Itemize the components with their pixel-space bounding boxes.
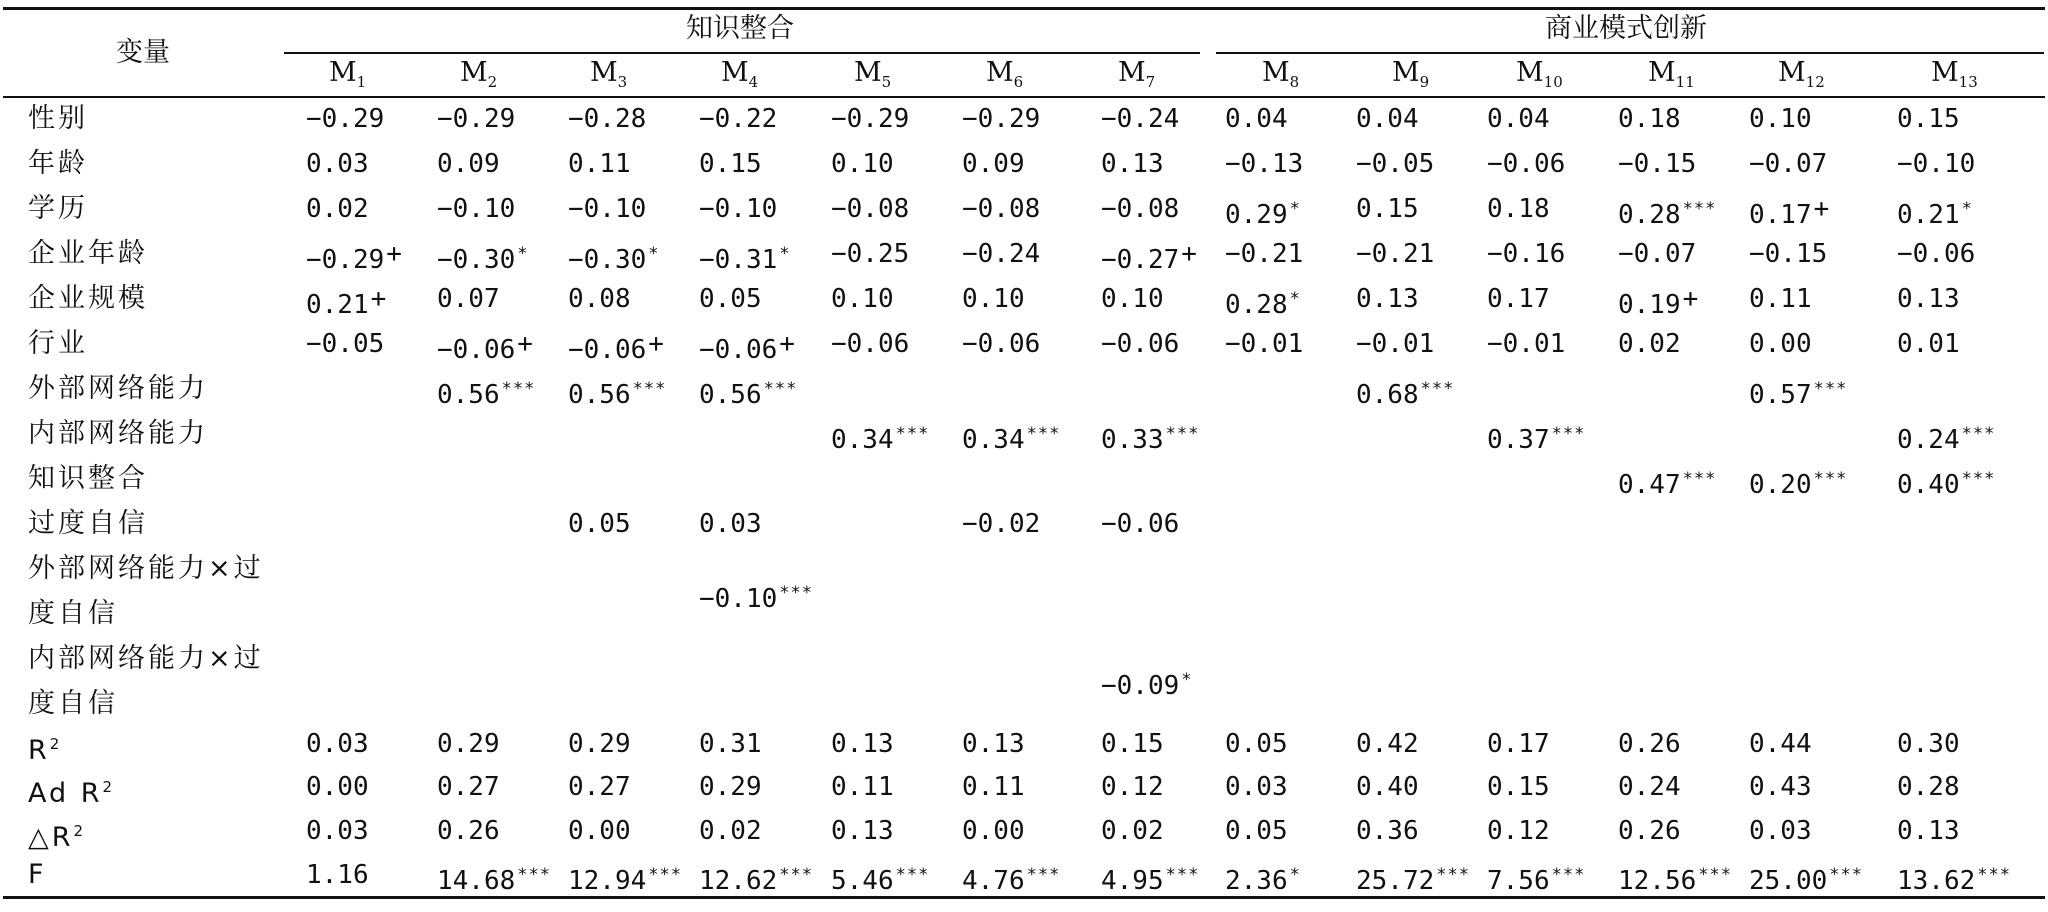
- row-label: $\triangle R^2$: [28, 822, 87, 853]
- table-cell: −0.15: [1749, 239, 1828, 269]
- table-cell: 0.56 ***: [699, 379, 798, 410]
- model-header-m4: $M_4$: [721, 57, 759, 91]
- table-cell: 7.56 ***: [1487, 865, 1586, 896]
- table-cell: −0.08: [831, 194, 910, 224]
- significance-marker: +: [517, 329, 533, 359]
- table-cell: −0.06: [831, 329, 910, 359]
- table-cell: 0.28 ***: [1618, 199, 1717, 230]
- significance-marker: ***: [1961, 469, 1996, 489]
- table-cell: 0.28: [1897, 772, 1960, 802]
- table-cell: 0.03: [699, 509, 762, 539]
- table-cell: 0.42: [1356, 729, 1419, 759]
- table-cell: 0.09: [962, 149, 1025, 179]
- significance-marker: ***: [1165, 424, 1200, 444]
- table-cell: −0.31 *: [699, 244, 791, 275]
- significance-marker: ***: [1165, 865, 1200, 885]
- significance-marker: ***: [1961, 424, 1996, 444]
- row-label: 内部网络能力: [28, 418, 208, 449]
- table-cell: −0.01: [1356, 329, 1435, 359]
- row-label: 企业年龄: [28, 238, 148, 269]
- table-cell: 2.36 *: [1225, 865, 1301, 896]
- table-cell: 0.12: [1487, 816, 1550, 846]
- table-cell: −0.06+: [699, 329, 795, 365]
- model-header-m6: $M_6$: [986, 57, 1024, 91]
- model-header-m8: $M_8$: [1262, 57, 1300, 91]
- table-cell: 5.46 ***: [831, 865, 930, 896]
- significance-marker: ***: [763, 379, 798, 399]
- table-cell: 0.36: [1356, 816, 1419, 846]
- table-cell: 0.30: [1897, 729, 1960, 759]
- table-cell: 13.62 ***: [1897, 865, 2011, 896]
- table-cell: −0.10: [437, 194, 516, 224]
- table-cell: 0.19+: [1618, 284, 1699, 320]
- table-cell: 0.24 ***: [1897, 424, 1996, 455]
- table-cell: 0.02: [306, 194, 369, 224]
- table-cell: 0.31: [699, 729, 762, 759]
- table-cell: 25.00 ***: [1749, 865, 1863, 896]
- table-cell: 0.37 ***: [1487, 424, 1586, 455]
- group-header-business-model-innovation: 商业模式创新: [1545, 13, 1707, 44]
- table-cell: 0.02: [1101, 816, 1164, 846]
- table-cell: 0.18: [1487, 194, 1550, 224]
- model-header-m12: $M_{12}$: [1778, 57, 1825, 91]
- table-cell: −0.06+: [437, 329, 533, 365]
- significance-marker: ***: [1682, 469, 1717, 489]
- table-cell: −0.06: [1487, 149, 1566, 179]
- significance-marker: ***: [517, 865, 551, 885]
- table-cell: 0.11: [831, 772, 894, 802]
- model-header-m2: $M_2$: [460, 57, 498, 91]
- table-cell: 0.11: [962, 772, 1025, 802]
- table-cell: −0.29+: [306, 239, 402, 275]
- table-cell: 0.05: [699, 284, 762, 314]
- table-cell: 0.13: [1897, 816, 1960, 846]
- table-cell: 0.11: [1749, 284, 1812, 314]
- table-cell: 0.10: [962, 284, 1025, 314]
- model-header-m9: $M_9$: [1392, 57, 1430, 91]
- table-cell: −0.10: [699, 194, 778, 224]
- table-cell: 0.01: [1897, 329, 1960, 359]
- row-label: 年龄: [28, 148, 88, 179]
- table-cell: 0.43: [1749, 772, 1812, 802]
- table-cell: 0.11: [568, 149, 631, 179]
- table-cell: −0.24: [962, 239, 1041, 269]
- table-cell: 0.47 ***: [1618, 469, 1717, 500]
- table-cell: 0.68 ***: [1356, 379, 1455, 410]
- table-cell: 0.15: [1101, 729, 1164, 759]
- row-label: F: [28, 859, 47, 890]
- table-cell: −0.10: [568, 194, 647, 224]
- table-cell: 0.21 *: [1897, 199, 1973, 230]
- table-cell: −0.30 *: [437, 244, 529, 275]
- significance-marker: *: [1289, 289, 1301, 309]
- table-cell: 0.09: [437, 149, 500, 179]
- significance-marker: +: [1181, 239, 1197, 269]
- significance-marker: ***: [1420, 379, 1455, 399]
- table-cell: 0.24: [1618, 772, 1681, 802]
- table-cell: −0.21: [1225, 239, 1304, 269]
- table-cell: −0.29: [306, 104, 385, 134]
- table-cell: −0.29: [437, 104, 516, 134]
- row-label: 学历: [28, 193, 88, 224]
- row-label-continued: 度自信: [28, 688, 118, 719]
- table-cell: 0.18: [1618, 104, 1681, 134]
- table-cell: −0.02: [962, 509, 1041, 539]
- model-header-m1: $M_1$: [329, 57, 367, 91]
- row-label: Ad $R^2$: [28, 778, 116, 809]
- table-cell: −0.15: [1618, 149, 1697, 179]
- table-cell: 0.40: [1356, 772, 1419, 802]
- table-cell: −0.30 *: [568, 244, 660, 275]
- table-cell: −0.01: [1487, 329, 1566, 359]
- table-cell: 0.29: [437, 729, 500, 759]
- row-label: 过度自信: [28, 508, 148, 539]
- significance-marker: ***: [1698, 865, 1732, 885]
- table-cell: 0.02: [1618, 329, 1681, 359]
- table-cell: −0.05: [306, 329, 385, 359]
- table-cell: 0.21+: [306, 284, 387, 320]
- group-rule-business-model-innovation: [1216, 52, 2044, 54]
- table-cell: 0.27: [568, 772, 631, 802]
- table-cell: 0.17+: [1749, 194, 1830, 230]
- significance-marker: ***: [1813, 379, 1848, 399]
- table-cell: −0.06: [1897, 239, 1976, 269]
- significance-marker: *: [648, 244, 660, 264]
- table-cell: 0.29 *: [1225, 199, 1301, 230]
- table-cell: −0.07: [1749, 149, 1828, 179]
- table-cell: 0.27: [437, 772, 500, 802]
- table-cell: 0.10: [1749, 104, 1812, 134]
- significance-marker: ***: [501, 379, 536, 399]
- table-cell: 14.68 ***: [437, 865, 551, 896]
- table-cell: 0.05: [568, 509, 631, 539]
- significance-marker: ***: [1813, 469, 1848, 489]
- significance-marker: ***: [632, 379, 667, 399]
- table-cell: −0.28: [568, 104, 647, 134]
- table-cell: −0.06: [1101, 329, 1180, 359]
- table-cell: −0.22: [699, 104, 778, 134]
- significance-marker: *: [517, 244, 529, 264]
- table-cell: 0.04: [1487, 104, 1550, 134]
- table-cell: 0.34 ***: [962, 424, 1061, 455]
- table-cell: −0.13: [1225, 149, 1304, 179]
- table-cell: 0.03: [306, 149, 369, 179]
- table-cell: 0.10: [831, 149, 894, 179]
- table-cell: −0.07: [1618, 239, 1697, 269]
- table-cell: 0.29: [568, 729, 631, 759]
- table-cell: 0.28 *: [1225, 289, 1301, 320]
- group-rule-knowledge-integration: [284, 52, 1200, 54]
- row-label: 性别: [28, 103, 88, 134]
- table-cell: 0.13: [1897, 284, 1960, 314]
- row-label: 外部网络能力×过: [28, 553, 264, 584]
- table-cell: 0.15: [1487, 772, 1550, 802]
- significance-marker: ***: [895, 865, 930, 885]
- significance-marker: ***: [1682, 199, 1717, 219]
- table-cell: −0.21: [1356, 239, 1435, 269]
- table-cell: −0.24: [1101, 104, 1180, 134]
- significance-marker: ***: [648, 865, 682, 885]
- row-label: 内部网络能力×过: [28, 643, 264, 674]
- significance-marker: +: [779, 329, 795, 359]
- significance-marker: ***: [1551, 865, 1586, 885]
- table-cell: 0.26: [437, 816, 500, 846]
- model-header-m13: $M_{13}$: [1931, 57, 1978, 91]
- table-cell: 0.13: [831, 729, 894, 759]
- row-label: 企业规模: [28, 283, 148, 314]
- significance-marker: *: [1961, 199, 1973, 219]
- significance-marker: *: [1181, 670, 1193, 690]
- table-cell: −0.16: [1487, 239, 1566, 269]
- table-cell: 0.56 ***: [437, 379, 536, 410]
- table-cell: −0.06: [962, 329, 1041, 359]
- significance-marker: *: [1289, 199, 1301, 219]
- table-cell: 0.13: [831, 816, 894, 846]
- table-cell: 0.00: [306, 772, 369, 802]
- significance-marker: +: [1682, 284, 1699, 314]
- significance-marker: +: [648, 329, 664, 359]
- table-cell: −0.08: [962, 194, 1041, 224]
- group-header-knowledge-integration: 知识整合: [686, 13, 794, 44]
- table-cell: 4.95 ***: [1101, 865, 1200, 896]
- significance-marker: ***: [779, 583, 813, 603]
- table-cell: 1.16: [306, 860, 369, 890]
- table-cell: 0.00: [1749, 329, 1812, 359]
- table-cell: −0.06: [1101, 509, 1180, 539]
- table-cell: 0.40 ***: [1897, 469, 1996, 500]
- table-cell: 0.15: [1356, 194, 1419, 224]
- table-cell: 0.05: [1225, 729, 1288, 759]
- table-cell: 0.08: [568, 284, 631, 314]
- table-cell: 12.62 ***: [699, 865, 813, 896]
- table-cell: 0.03: [306, 816, 369, 846]
- significance-marker: ***: [895, 424, 930, 444]
- table-cell: 0.03: [306, 729, 369, 759]
- table-cell: −0.10: [1897, 149, 1976, 179]
- table-cell: −0.01: [1225, 329, 1304, 359]
- table-cell: 0.10: [831, 284, 894, 314]
- model-header-m3: $M_3$: [590, 57, 628, 91]
- table-cell: 0.57 ***: [1749, 379, 1848, 410]
- table-cell: 0.26: [1618, 816, 1681, 846]
- table-cell: 0.03: [1225, 772, 1288, 802]
- table-cell: 25.72 ***: [1356, 865, 1470, 896]
- row-label-continued: 度自信: [28, 598, 118, 629]
- model-header-m10: $M_{10}$: [1516, 57, 1563, 91]
- table-cell: −0.06+: [568, 329, 664, 365]
- table-cell: 0.07: [437, 284, 500, 314]
- table-cell: 0.15: [699, 149, 762, 179]
- table-cell: 0.13: [1101, 149, 1164, 179]
- row-label: 知识整合: [28, 463, 148, 494]
- significance-marker: ***: [1026, 865, 1061, 885]
- table-cell: 0.17: [1487, 284, 1550, 314]
- table-cell: 0.33 ***: [1101, 424, 1200, 455]
- table-cell: 12.56 ***: [1618, 865, 1732, 896]
- row-label: $R^2$: [28, 735, 63, 766]
- table-cell: 0.02: [699, 816, 762, 846]
- top-rule: [3, 7, 2045, 10]
- table-cell: 0.05: [1225, 816, 1288, 846]
- table-cell: 4.76 ***: [962, 865, 1061, 896]
- table-cell: 0.03: [1749, 816, 1812, 846]
- table-cell: −0.08: [1101, 194, 1180, 224]
- table-cell: 0.34 ***: [831, 424, 930, 455]
- table-cell: 0.12: [1101, 772, 1164, 802]
- table-cell: −0.29: [831, 104, 910, 134]
- table-cell: 0.00: [962, 816, 1025, 846]
- table-cell: −0.29: [962, 104, 1041, 134]
- model-header-m11: $M_{11}$: [1648, 57, 1695, 91]
- row-label: 外部网络能力: [28, 373, 208, 404]
- row-label: 行业: [28, 328, 88, 359]
- header-bottom-rule: [3, 96, 2045, 98]
- significance-marker: *: [779, 244, 791, 264]
- table-cell: −0.10 ***: [699, 583, 813, 614]
- model-header-m7: $M_7$: [1118, 57, 1156, 91]
- table-cell: −0.05: [1356, 149, 1435, 179]
- significance-marker: ***: [1026, 424, 1061, 444]
- bottom-rule: [3, 896, 2045, 899]
- significance-marker: ***: [1436, 865, 1470, 885]
- significance-marker: ***: [779, 865, 813, 885]
- significance-marker: ***: [1977, 865, 2011, 885]
- table-cell: −0.09 *: [1101, 670, 1193, 701]
- significance-marker: ***: [1551, 424, 1586, 444]
- table-cell: 0.15: [1897, 104, 1960, 134]
- table-cell: 0.00: [568, 816, 631, 846]
- table-cell: 0.44: [1749, 729, 1812, 759]
- table-cell: 0.20 ***: [1749, 469, 1848, 500]
- table-cell: 0.04: [1356, 104, 1419, 134]
- table-cell: 12.94 ***: [568, 865, 682, 896]
- table-cell: 0.10: [1101, 284, 1164, 314]
- table-cell: 0.29: [699, 772, 762, 802]
- table-cell: 0.04: [1225, 104, 1288, 134]
- significance-marker: *: [1289, 865, 1301, 885]
- table-cell: 0.26: [1618, 729, 1681, 759]
- table-cell: 0.13: [962, 729, 1025, 759]
- table-cell: 0.17: [1487, 729, 1550, 759]
- table-cell: 0.56 ***: [568, 379, 667, 410]
- table-cell: −0.25: [831, 239, 910, 269]
- model-header-m5: $M_5$: [854, 57, 892, 91]
- significance-marker: ***: [1829, 865, 1863, 885]
- table-cell: 0.13: [1356, 284, 1419, 314]
- significance-marker: +: [370, 284, 387, 314]
- significance-marker: +: [1813, 194, 1830, 224]
- significance-marker: +: [386, 239, 402, 269]
- variable-header: 变量: [116, 37, 170, 68]
- table-cell: −0.27+: [1101, 239, 1197, 275]
